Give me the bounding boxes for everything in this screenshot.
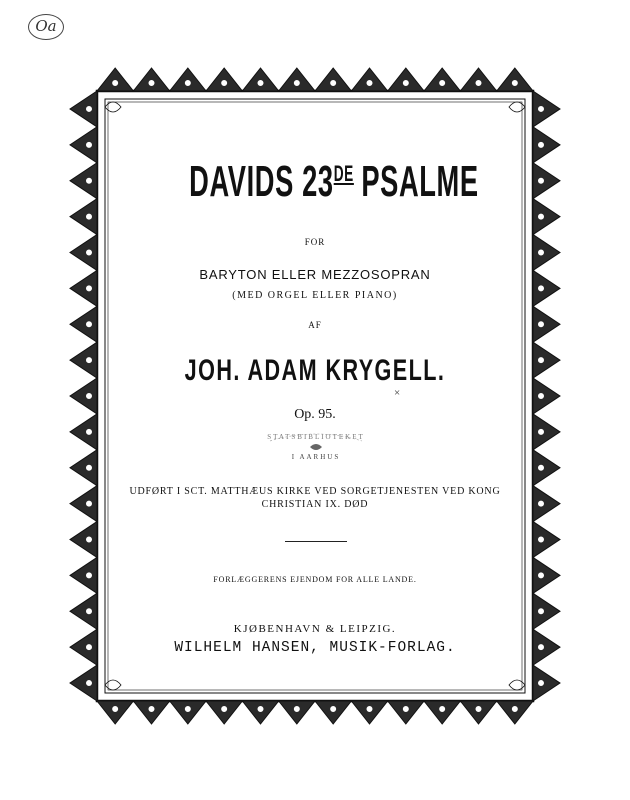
border-ornament: [512, 81, 517, 86]
border-ornament: [539, 429, 544, 434]
border-ornament: [87, 322, 92, 327]
border-tooth-right: [533, 665, 560, 701]
border-tooth-right: [533, 450, 560, 486]
border-ornament: [539, 681, 544, 686]
accompaniment-line: (MED ORGEL ELLER PIANO): [232, 290, 398, 301]
publisher-name: WILHELM HANSEN, MUSIK-FORLAG.: [174, 640, 456, 656]
border-tooth-left: [70, 163, 97, 199]
border-tooth-bottom: [242, 701, 278, 724]
border-tooth-bottom: [497, 701, 533, 724]
border-ornament: [539, 106, 544, 111]
border-ornament: [539, 322, 544, 327]
publisher-city: KJØBENHAVN & LEIPZIG.: [233, 623, 397, 635]
border-ornament: [512, 707, 517, 712]
border-ornament: [87, 286, 92, 291]
pencil-x-icon: ×: [394, 387, 401, 399]
border-tooth-left: [70, 342, 97, 378]
border-ornament: [539, 142, 544, 147]
border-tooth-right: [533, 235, 560, 271]
border-tooth-right: [533, 378, 560, 414]
border-ornament: [367, 707, 372, 712]
border-tooth-right: [533, 91, 560, 127]
border-tooth-top: [97, 68, 133, 91]
border-ornament: [87, 429, 92, 434]
border-tooth-bottom: [133, 701, 169, 724]
border-ornament: [87, 178, 92, 183]
border-tooth-bottom: [460, 701, 496, 724]
title-main: DAVIDS 23: [189, 157, 334, 206]
border-tooth-top: [315, 68, 351, 91]
border-ornament: [539, 465, 544, 470]
border-tooth-left: [70, 91, 97, 127]
border-ornament: [440, 707, 445, 712]
library-stamp-icon: [262, 427, 370, 467]
border-ornament: [87, 681, 92, 686]
border-tooth-bottom: [424, 701, 460, 724]
opus-number: Op. 95.: [294, 407, 336, 422]
border-tooth-right: [533, 199, 560, 235]
border-ornament: [539, 645, 544, 650]
border-tooth-right: [533, 306, 560, 342]
border-ornament: [87, 573, 92, 578]
border-tooth-left: [70, 665, 97, 701]
border-ornament: [258, 81, 263, 86]
border-ornament: [539, 537, 544, 542]
border-tooth-top: [170, 68, 206, 91]
border-ornament: [367, 81, 372, 86]
divider-rule: [285, 541, 347, 542]
page-title: [189, 157, 479, 207]
border-ornament: [403, 81, 408, 86]
border-tooth-bottom: [97, 701, 133, 724]
border-ornament: [476, 707, 481, 712]
border-tooth-top: [206, 68, 242, 91]
border-ornament: [403, 707, 408, 712]
border-ornament: [331, 707, 336, 712]
voices-line: BARYTON ELLER MEZZOSOPRAN: [199, 267, 431, 282]
border-tooth-right: [533, 342, 560, 378]
border-tooth-left: [70, 522, 97, 558]
title-end: PSALME: [361, 157, 479, 206]
border-tooth-left: [70, 127, 97, 163]
border-ornament: [539, 609, 544, 614]
border-ornament: [539, 394, 544, 399]
border-tooth-bottom: [170, 701, 206, 724]
border-tooth-right: [533, 163, 560, 199]
performance-note: UDFØRT I SCT. MATTHÆUS KIRKE VED SORGETJENESTEN VED KONG CHRISTIAN IX. DØD: [129, 486, 501, 510]
border-ornament: [222, 707, 227, 712]
border-ornament: [149, 707, 154, 712]
border-tooth-left: [70, 199, 97, 235]
border-ornament: [539, 250, 544, 255]
border-ornament: [440, 81, 445, 86]
border-ornament: [87, 465, 92, 470]
title-page-content: [112, 105, 518, 685]
border-tooth-top: [424, 68, 460, 91]
border-ornament: [113, 707, 118, 712]
border-tooth-left: [70, 270, 97, 306]
library-stamp: [262, 427, 370, 467]
border-tooth-top: [460, 68, 496, 91]
border-tooth-right: [533, 593, 560, 629]
border-tooth-bottom: [388, 701, 424, 724]
border-tooth-right: [533, 557, 560, 593]
border-tooth-left: [70, 557, 97, 593]
catalog-mark: Oa: [28, 14, 64, 40]
border-ornament: [539, 358, 544, 363]
border-tooth-right: [533, 486, 560, 522]
border-ornament: [476, 81, 481, 86]
border-tooth-left: [70, 235, 97, 271]
border-tooth-top: [351, 68, 387, 91]
border-tooth-left: [70, 378, 97, 414]
border-ornament: [222, 81, 227, 86]
border-tooth-right: [533, 629, 560, 665]
border-tooth-bottom: [351, 701, 387, 724]
border-ornament: [113, 81, 118, 86]
border-ornament: [87, 142, 92, 147]
border-ornament: [331, 81, 336, 86]
border-ornament: [539, 501, 544, 506]
border-tooth-bottom: [315, 701, 351, 724]
rights-notice: FORLÆGGERENS EJENDOM FOR ALLE LANDE.: [213, 575, 417, 584]
border-tooth-top: [388, 68, 424, 91]
border-tooth-left: [70, 629, 97, 665]
border-ornament: [87, 358, 92, 363]
border-tooth-bottom: [279, 701, 315, 724]
by-label: AF: [308, 320, 322, 330]
border-ornament: [87, 645, 92, 650]
border-ornament: [87, 501, 92, 506]
border-tooth-left: [70, 593, 97, 629]
border-ornament: [539, 178, 544, 183]
border-ornament: [539, 286, 544, 291]
border-ornament: [294, 707, 299, 712]
border-ornament: [185, 81, 190, 86]
border-tooth-left: [70, 414, 97, 450]
border-ornament: [87, 106, 92, 111]
stamp-bottom-text: I AARHUS: [291, 453, 341, 461]
border-ornament: [87, 609, 92, 614]
border-tooth-top: [133, 68, 169, 91]
border-ornament: [539, 573, 544, 578]
border-ornament: [185, 707, 190, 712]
border-ornament: [87, 394, 92, 399]
border-ornament: [539, 214, 544, 219]
composer-name: JOH. ADAM KRYGELL.: [184, 354, 446, 387]
border-tooth-left: [70, 306, 97, 342]
title-superscript: DE: [333, 161, 354, 186]
border-tooth-left: [70, 450, 97, 486]
border-tooth-top: [279, 68, 315, 91]
border-tooth-right: [533, 127, 560, 163]
for-label: FOR: [304, 237, 326, 247]
border-tooth-right: [533, 270, 560, 306]
border-tooth-left: [70, 486, 97, 522]
border-tooth-top: [242, 68, 278, 91]
stamp-top-text: STATSBIBLIOTEKET: [267, 433, 365, 441]
border-tooth-right: [533, 522, 560, 558]
border-ornament: [87, 214, 92, 219]
border-ornament: [258, 707, 263, 712]
border-tooth-bottom: [206, 701, 242, 724]
border-ornament: [294, 81, 299, 86]
border-ornament: [87, 537, 92, 542]
border-ornament: [149, 81, 154, 86]
border-ornament: [87, 250, 92, 255]
border-tooth-top: [497, 68, 533, 91]
border-tooth-right: [533, 414, 560, 450]
